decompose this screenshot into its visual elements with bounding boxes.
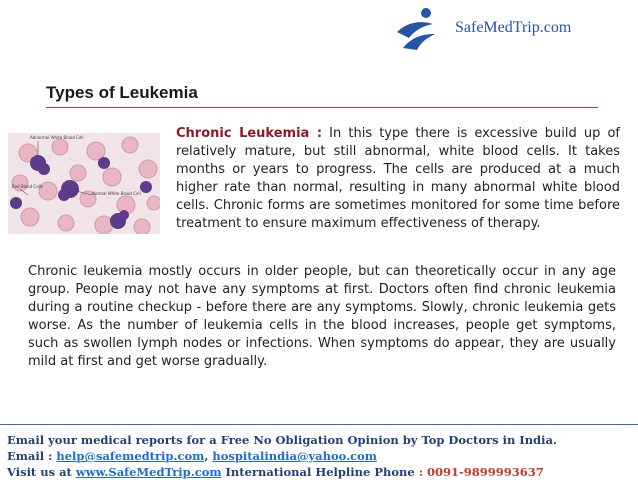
footer-line-offer: Email your medical reports for a Free No Obligation Opinion by Top Doctors in India. — [7, 433, 557, 447]
blood-cell-micrograph — [8, 133, 160, 234]
brand-name[interactable]: SafeMedTrip.com — [455, 19, 572, 36]
red-cell-label: Red Blood Cells — [12, 184, 43, 189]
email-link-hospital[interactable]: hospitalindia@yahoo.com — [212, 449, 377, 463]
email-separator: , — [204, 449, 213, 463]
visit-label: Visit us at — [7, 465, 76, 479]
chronic-leukemia-paragraph — [176, 125, 620, 233]
email-link-help[interactable]: help@safemedtrip.com — [56, 449, 205, 463]
chronic-leukemia-heading: Chronic Leukemia : — [176, 126, 323, 141]
abnormal-cell-label: Abnormal White Blood Cell — [30, 135, 84, 140]
footer — [0, 424, 638, 480]
footer-line-email — [7, 449, 377, 463]
footer-line-visit — [7, 465, 544, 479]
chronic-leukemia-details-paragraph: Chronic leukemia mostly occurs in older people, but can theoretically occur in any age group. People may not have any symptoms at first. Doctors often find chronic leukemia during a routine checkup - before there are any symptoms. Slowly, chronic leukemia gets worse. As the number of leukemia cells in the blood increases, people get symptoms, such as swollen lymph nodes or infections. When symptoms do appear, they are usually mild at first and get worse gradually. — [28, 264, 616, 369]
normal-cell-label: Normal White Blood Cell — [92, 191, 141, 196]
title-divider — [46, 107, 598, 108]
website-link[interactable]: www.SafeMedTrip.com — [75, 465, 222, 479]
helpline-label: International Helpline Phone — [221, 465, 419, 479]
safemedtrip-logo-icon[interactable] — [393, 4, 441, 52]
page-title: Types of Leukemia — [46, 83, 198, 102]
helpline-phone[interactable]: 0091-9899993637 — [426, 465, 544, 479]
email-label: Email : — [7, 449, 57, 463]
chronic-leukemia-text: In this type there is excessive build up of relatively mature, but still abnormal, white blood cells. It takes months or years to progress. The cells are produced at a much higher rate than normal, resulting in many abnormal white blood cells. Chronic forms are sometimes monitored for some time before treatment to ensure maximum effectiveness of therapy. — [176, 126, 620, 231]
helpline-colon: : — [418, 465, 427, 479]
